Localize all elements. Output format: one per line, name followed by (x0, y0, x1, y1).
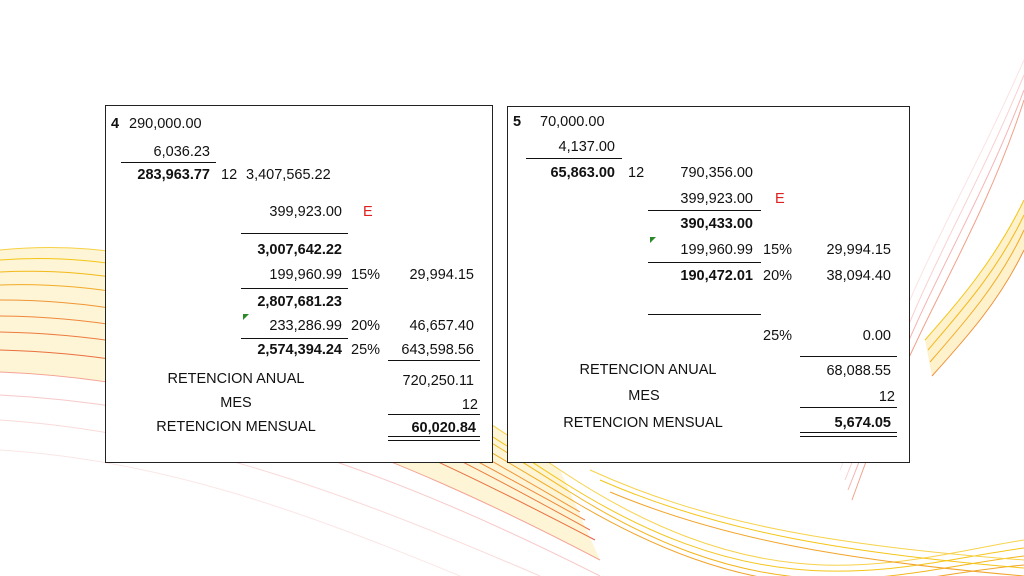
retencion-mensual-value: 60,020.84 (411, 420, 476, 436)
anual-value: 790,356.00 (680, 165, 753, 181)
retencion-mensual-value: 5,674.05 (834, 415, 891, 431)
subtotal-line (800, 356, 897, 357)
deduccion-value: 4,137.00 (558, 139, 615, 155)
pct15-value: 15% (763, 242, 793, 258)
base2-value: 190,472.01 (680, 268, 753, 284)
imp25-value: 0.00 (862, 328, 891, 344)
calculation-panel-5 (507, 106, 910, 463)
exento-tag: E (363, 204, 373, 220)
tramo20-value: 233,286.99 (269, 318, 342, 334)
deduccion-value: 6,036.23 (153, 144, 210, 160)
imp25-value: 643,598.56 (401, 342, 474, 358)
tramo15-value: 199,960.99 (680, 242, 753, 258)
base3-value: 2,574,394.24 (257, 342, 342, 358)
imp20-value: 38,094.40 (826, 268, 891, 284)
base1-value: 3,007,642.22 (257, 242, 342, 258)
pct25-value: 25% (351, 342, 381, 358)
case-number: 4 (111, 116, 120, 132)
exento-tag: E (775, 191, 785, 207)
subtotal-line (241, 338, 348, 339)
total-double-line (388, 436, 480, 441)
subtotal-line (648, 262, 761, 263)
retencion-anual-label: RETENCION ANUAL (167, 371, 305, 387)
imp15-value: 29,994.15 (409, 267, 474, 283)
subtotal-line (526, 158, 622, 159)
case-number: 5 (513, 114, 522, 130)
exento-value: 399,923.00 (680, 191, 753, 207)
subtotal-line (388, 414, 480, 415)
meses-value: 12 (628, 165, 645, 181)
retencion-mensual-label: RETENCION MENSUAL (156, 419, 316, 435)
imp15-value: 29,994.15 (826, 242, 891, 258)
retencion-anual-label: RETENCION ANUAL (579, 362, 717, 378)
pct25-value: 25% (763, 328, 793, 344)
pct20-value: 20% (351, 318, 381, 334)
tramo15-value: 199,960.99 (269, 267, 342, 283)
exento-value: 399,923.00 (269, 204, 342, 220)
pct15-value: 15% (351, 267, 381, 283)
base1-value: 390,433.00 (680, 216, 753, 232)
subtotal-line (241, 288, 348, 289)
subtotal-line (388, 360, 480, 361)
imp20-value: 46,657.40 (409, 318, 474, 334)
mes-value: 12 (461, 397, 478, 413)
pct20-value: 20% (763, 268, 793, 284)
anual-value: 3,407,565.22 (246, 167, 331, 183)
neto-value: 283,963.77 (137, 167, 210, 183)
retencion-anual-value: 720,250.11 (402, 373, 474, 389)
neto-value: 65,863.00 (550, 165, 615, 181)
retencion-anual-value: 68,088.55 (826, 363, 891, 379)
mes-label: MES (628, 388, 660, 404)
subtotal-line (648, 210, 761, 211)
base2-value: 2,807,681.23 (257, 294, 342, 310)
calculation-panel-4 (105, 105, 493, 463)
meses-value: 12 (221, 167, 238, 183)
ingreso-value: 70,000.00 (540, 114, 605, 130)
ingreso-value: 290,000.00 (129, 116, 202, 132)
retencion-mensual-label: RETENCION MENSUAL (563, 415, 723, 431)
mes-label: MES (220, 395, 252, 411)
mes-value: 12 (878, 389, 895, 405)
subtotal-line (241, 233, 348, 234)
subtotal-line (800, 407, 897, 408)
subtotal-line (648, 314, 761, 315)
subtotal-line (121, 162, 216, 163)
total-double-line (800, 432, 897, 437)
